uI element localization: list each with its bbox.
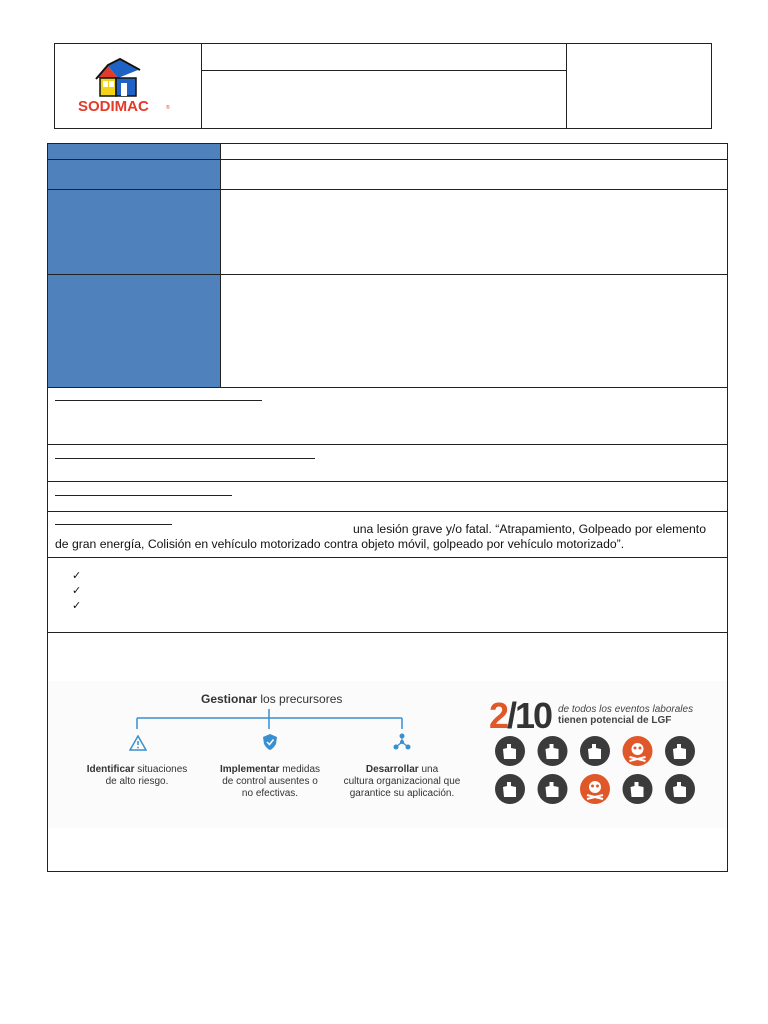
heading-underline — [55, 495, 232, 496]
hand-icon — [495, 736, 525, 766]
document-header — [54, 43, 712, 129]
warning-icon — [129, 735, 147, 751]
network-icon — [392, 732, 412, 752]
infographic-title: Gestionar los precursores — [201, 692, 343, 706]
form-row-label — [48, 190, 221, 274]
logo-text: SODIMAC — [78, 98, 149, 115]
ratio-caption: de todos los eventos laborales tienen potencial de LGF — [558, 704, 694, 726]
skull-icon — [580, 774, 610, 804]
skull-icon — [623, 736, 653, 766]
paragraph-line2: de gran energía, Colisión en vehículo motorizado contra objeto móvil, golpeado por vehículo motorizado”. — [55, 537, 625, 551]
hand-icon — [538, 774, 568, 804]
sodimac-logo — [78, 56, 178, 116]
check-icon: ✓ — [72, 570, 82, 582]
section-2 — [48, 445, 727, 482]
heading-underline — [55, 458, 315, 459]
hand-icon — [580, 736, 610, 766]
heading-underline — [55, 400, 262, 401]
precursors-infographic — [48, 681, 727, 828]
form-table — [47, 143, 728, 872]
hand-icon — [538, 736, 568, 766]
section-4 — [48, 512, 727, 558]
hand-icon — [665, 736, 695, 766]
logo-cell — [55, 44, 202, 128]
logo-registered: ® — [166, 105, 170, 111]
ratio-figure: 2/10 — [489, 695, 552, 736]
form-row-1 — [48, 144, 727, 160]
form-row-label — [48, 275, 221, 387]
check-icon: ✓ — [72, 585, 82, 597]
header-code-cell — [567, 44, 711, 128]
shield-icon — [261, 733, 279, 751]
hand-icon — [623, 774, 653, 804]
form-row-label — [48, 144, 221, 159]
header-title-row — [202, 44, 566, 71]
hand-icon — [665, 774, 695, 804]
tree-connector — [48, 681, 488, 828]
item-identificar: Identificar situaciones de alto riesgo. — [86, 764, 188, 787]
form-row-2 — [48, 160, 727, 190]
form-row-3 — [48, 190, 727, 275]
section-3 — [48, 482, 727, 512]
item-implementar: Implementar medidas de control ausentes o no efectivas. — [219, 764, 321, 799]
checklist — [72, 569, 81, 614]
check-icon: ✓ — [72, 600, 82, 612]
section-1 — [48, 388, 727, 445]
event-icon-grid — [488, 736, 718, 811]
form-row-4 — [48, 275, 727, 388]
paragraph-line1: una lesión grave y/o fatal. “Atrapamiento, Golpeado por elemento — [353, 522, 706, 536]
item-desarrollar: Desarrollar una cultura organizacional que garantice su aplicación. — [343, 764, 461, 799]
form-row-label — [48, 160, 221, 189]
risk-paragraph — [55, 522, 721, 552]
hand-icon — [495, 774, 525, 804]
header-title-cell — [202, 44, 567, 128]
section-5 — [48, 558, 727, 633]
